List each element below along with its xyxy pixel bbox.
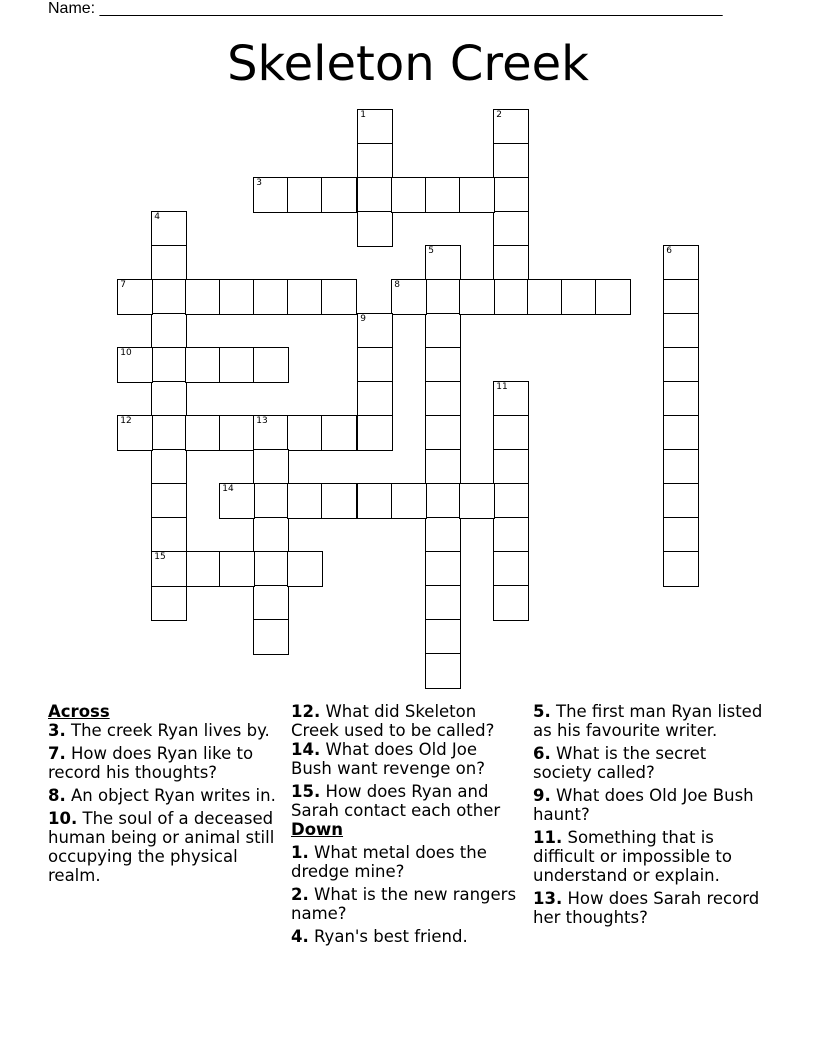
grid-cell[interactable] bbox=[493, 483, 529, 519]
grid-cell[interactable] bbox=[663, 381, 699, 417]
grid-cell[interactable] bbox=[425, 347, 461, 383]
grid-cell[interactable] bbox=[357, 347, 393, 383]
grid-cell[interactable] bbox=[663, 551, 699, 587]
grid-cell[interactable] bbox=[151, 449, 187, 485]
cell-5[interactable] bbox=[425, 245, 461, 281]
grid-cell[interactable] bbox=[151, 517, 187, 553]
grid-cell[interactable] bbox=[219, 279, 255, 315]
clue-down-1: 1. What metal does the dredge mine? bbox=[291, 843, 487, 881]
grid-cell[interactable] bbox=[253, 585, 289, 621]
grid-cell[interactable] bbox=[253, 279, 289, 315]
clue-number: 3 bbox=[256, 178, 262, 189]
clues-column-2 bbox=[291, 702, 523, 950]
clues-column-1 bbox=[48, 702, 280, 889]
grid-cell[interactable] bbox=[185, 279, 221, 315]
cell-3[interactable] bbox=[253, 177, 289, 213]
grid-cell[interactable] bbox=[663, 483, 699, 519]
clue-down-11: 11. Something that is difficult or impossible to understand or explain. bbox=[533, 828, 732, 885]
grid-cell[interactable] bbox=[493, 415, 529, 451]
grid-cell[interactable] bbox=[321, 177, 357, 213]
clue-down-4: 4. Ryan's best friend. bbox=[291, 927, 468, 946]
clue-number: 12 bbox=[120, 416, 132, 427]
clue-down-6: 6. What is the secret society called? bbox=[533, 744, 707, 782]
grid-cell[interactable] bbox=[391, 177, 427, 213]
grid-cell[interactable] bbox=[663, 347, 699, 383]
clue-number: 5 bbox=[428, 246, 434, 257]
grid-cell[interactable] bbox=[425, 415, 461, 451]
grid-cell[interactable] bbox=[459, 279, 495, 315]
grid-cell[interactable] bbox=[357, 415, 393, 451]
clue-number: 1 bbox=[360, 110, 366, 121]
down-heading: Down bbox=[291, 820, 344, 839]
grid-cell[interactable] bbox=[493, 585, 529, 621]
cell-7[interactable] bbox=[117, 279, 153, 315]
grid-cell[interactable] bbox=[425, 619, 461, 655]
clue-across-10: 10. The soul of a deceased human being or animal still occupying the physical realm. bbox=[48, 809, 275, 885]
cell-14[interactable] bbox=[219, 483, 255, 519]
clue-number: 13 bbox=[256, 416, 268, 427]
grid-cell[interactable] bbox=[493, 245, 529, 281]
grid-cell[interactable] bbox=[151, 415, 187, 451]
grid-cell[interactable] bbox=[219, 551, 255, 587]
cell-13[interactable] bbox=[253, 415, 289, 451]
cell-1[interactable] bbox=[357, 109, 393, 145]
grid-cell[interactable] bbox=[321, 415, 357, 451]
grid-cell[interactable] bbox=[493, 551, 529, 587]
cell-8[interactable] bbox=[391, 279, 427, 315]
clue-number: 11 bbox=[496, 382, 508, 393]
clue-number: 14 bbox=[222, 484, 234, 495]
grid-cell[interactable] bbox=[425, 449, 461, 485]
clues-column-3 bbox=[533, 702, 763, 931]
grid-cell[interactable] bbox=[663, 279, 699, 315]
grid-cell[interactable] bbox=[219, 347, 255, 383]
cell-11[interactable] bbox=[493, 381, 529, 417]
grid-cell[interactable] bbox=[425, 177, 461, 213]
grid-cell[interactable] bbox=[253, 483, 289, 519]
grid-cell[interactable] bbox=[287, 551, 323, 587]
clue-down-13: 13. How does Sarah record her thoughts? bbox=[533, 889, 760, 927]
cell-4[interactable] bbox=[151, 211, 187, 247]
grid-cell[interactable] bbox=[287, 415, 323, 451]
cell-6[interactable] bbox=[663, 245, 699, 281]
clue-number: 6 bbox=[666, 246, 672, 257]
grid-cell[interactable] bbox=[391, 483, 427, 519]
grid-cell[interactable] bbox=[595, 279, 631, 315]
grid-cell[interactable] bbox=[357, 381, 393, 417]
grid-cell[interactable] bbox=[151, 279, 187, 315]
grid-cell[interactable] bbox=[527, 279, 563, 315]
grid-cell[interactable] bbox=[357, 143, 393, 179]
grid-cell[interactable] bbox=[425, 517, 461, 553]
grid-cell[interactable] bbox=[425, 381, 461, 417]
grid-cell[interactable] bbox=[493, 449, 529, 485]
clue-across-15: 15. How does Ryan and Sarah contact each other bbox=[291, 782, 501, 820]
grid-cell[interactable] bbox=[357, 177, 393, 213]
name-line[interactable]: Name: ______________________________________________________________________ bbox=[48, 0, 723, 17]
grid-cell[interactable] bbox=[151, 585, 187, 621]
grid-cell[interactable] bbox=[253, 517, 289, 553]
clue-down-9: 9. What does Old Joe Bush haunt? bbox=[533, 786, 754, 824]
clue-down-2: 2. What is the new rangers name? bbox=[291, 885, 517, 923]
clue-across-8: 8. An object Ryan writes in. bbox=[48, 786, 276, 805]
clue-across-3: 3. The creek Ryan lives by. bbox=[48, 721, 270, 740]
grid-cell[interactable] bbox=[663, 415, 699, 451]
grid-cell[interactable] bbox=[151, 347, 187, 383]
grid-cell[interactable] bbox=[459, 177, 495, 213]
clue-number: 10 bbox=[120, 348, 132, 359]
grid-cell[interactable] bbox=[287, 483, 323, 519]
grid-cell[interactable] bbox=[151, 483, 187, 519]
grid-cell[interactable] bbox=[493, 279, 529, 315]
grid-cell[interactable] bbox=[357, 211, 393, 247]
clue-number: 2 bbox=[496, 110, 502, 121]
grid-cell[interactable] bbox=[253, 449, 289, 485]
grid-cell[interactable] bbox=[253, 619, 289, 655]
clue-down-5: 5. The first man Ryan listed as his favourite writer. bbox=[533, 702, 763, 740]
grid-cell[interactable] bbox=[425, 483, 461, 519]
across-heading: Across bbox=[48, 702, 110, 721]
clue-number: 15 bbox=[154, 552, 166, 563]
cell-9[interactable] bbox=[357, 313, 393, 349]
clue-across-14: 14. What does Old Joe Bush want revenge on? bbox=[291, 740, 485, 778]
grid-cell[interactable] bbox=[151, 245, 187, 281]
clue-number: 4 bbox=[154, 212, 160, 223]
clue-across-12: 12. What did Skeleton Creek used to be called? bbox=[291, 702, 495, 740]
cell-12[interactable] bbox=[117, 415, 153, 451]
grid-cell[interactable] bbox=[321, 279, 357, 315]
grid-cell[interactable] bbox=[493, 517, 529, 553]
grid-cell[interactable] bbox=[459, 483, 495, 519]
grid-cell[interactable] bbox=[321, 483, 357, 519]
grid-cell[interactable] bbox=[287, 177, 323, 213]
grid-cell[interactable] bbox=[663, 517, 699, 553]
grid-cell[interactable] bbox=[663, 313, 699, 349]
grid-cell[interactable] bbox=[425, 551, 461, 587]
grid-cell[interactable] bbox=[253, 551, 289, 587]
puzzle-title: Skeleton Creek bbox=[227, 36, 589, 92]
grid-cell[interactable] bbox=[493, 143, 529, 179]
grid-cell[interactable] bbox=[185, 415, 221, 451]
grid-cell[interactable] bbox=[425, 653, 461, 689]
grid-cell[interactable] bbox=[663, 449, 699, 485]
grid-cell[interactable] bbox=[185, 551, 221, 587]
grid-cell[interactable] bbox=[151, 381, 187, 417]
cell-15[interactable] bbox=[151, 551, 187, 587]
grid-cell[interactable] bbox=[561, 279, 597, 315]
clue-number: 9 bbox=[360, 314, 366, 325]
grid-cell[interactable] bbox=[287, 279, 323, 315]
grid-cell[interactable] bbox=[425, 313, 461, 349]
grid-cell[interactable] bbox=[151, 313, 187, 349]
clue-number: 8 bbox=[394, 280, 400, 291]
clue-across-7: 7. How does Ryan like to record his thoughts? bbox=[48, 744, 254, 782]
grid-cell[interactable] bbox=[253, 347, 289, 383]
grid-cell[interactable] bbox=[425, 279, 461, 315]
grid-cell[interactable] bbox=[185, 347, 221, 383]
grid-cell[interactable] bbox=[425, 585, 461, 621]
clue-number: 7 bbox=[120, 280, 126, 291]
grid-cell[interactable] bbox=[493, 177, 529, 213]
cell-2[interactable] bbox=[493, 109, 529, 145]
grid-cell[interactable] bbox=[493, 211, 529, 247]
cell-10[interactable] bbox=[117, 347, 153, 383]
grid-cell[interactable] bbox=[357, 483, 393, 519]
grid-cell[interactable] bbox=[219, 415, 255, 451]
